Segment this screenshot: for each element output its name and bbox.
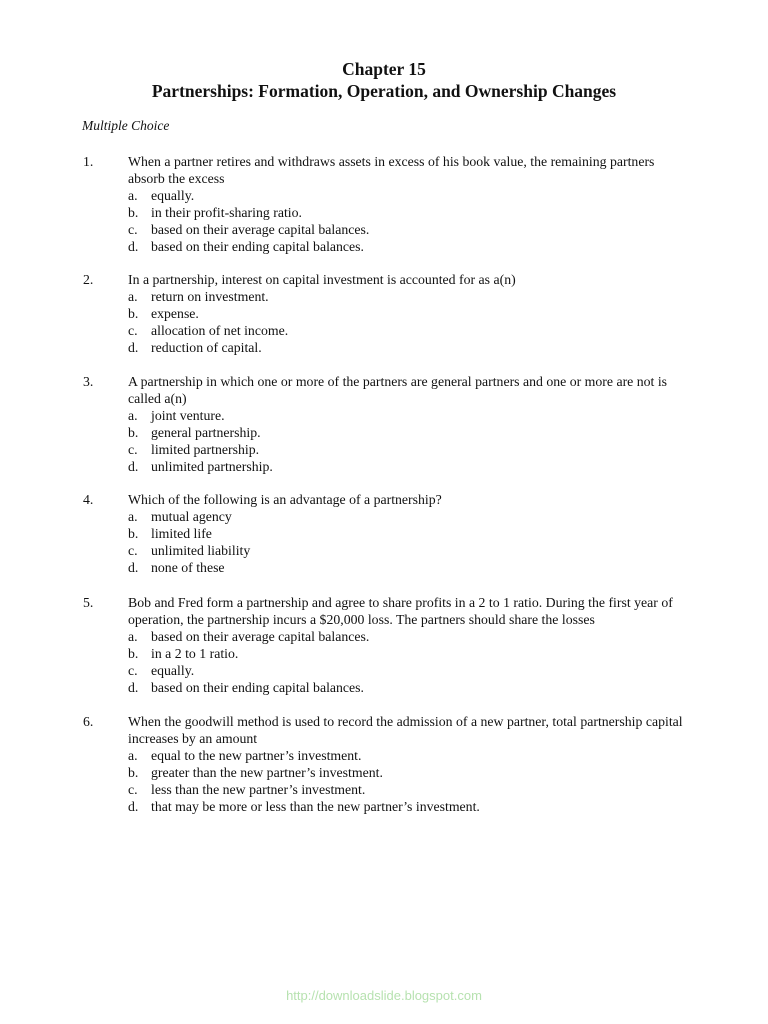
choice-list <box>128 508 693 576</box>
chapter-number: Chapter 15 <box>342 59 426 79</box>
question-number: 3. <box>83 374 94 389</box>
choice-b: b. expense. <box>128 306 199 321</box>
choice-b: b. in a 2 to 1 ratio. <box>128 646 239 661</box>
choice-d: d. reduction of capital. <box>128 340 262 355</box>
choice-b: b. greater than the new partner’s investment. <box>128 765 383 780</box>
question-number: 2. <box>83 272 94 287</box>
question-text: Which of the following is an advantage of a partnership? <box>128 492 442 507</box>
choice-a: a. equal to the new partner’s investment. <box>128 748 362 763</box>
choice-c: c. less than the new partner’s investment. <box>128 782 366 797</box>
choice-d: d. none of these <box>128 560 225 575</box>
choice-b: b. general partnership. <box>128 425 261 440</box>
question-number: 4. <box>83 492 94 507</box>
question-text: A partnership in which one or more of the partners are general partners and one or more are not is called a(n) <box>128 374 668 406</box>
question-number: 1. <box>83 154 94 169</box>
question-text: In a partnership, interest on capital investment is accounted for as a(n) <box>128 272 516 287</box>
question-number: 6. <box>83 714 94 729</box>
chapter-title: Partnerships: Formation, Operation, and Ownership Changes <box>151 81 617 101</box>
choice-b: b. in their profit-sharing ratio. <box>128 205 302 220</box>
question-text: When the goodwill method is used to record the admission of a new partner, total partnership capital increases by an amount <box>128 714 683 746</box>
choice-c: c. allocation of net income. <box>128 323 289 338</box>
question-text: Bob and Fred form a partnership and agree to share profits in a 2 to 1 ratio. During the first year of operation, the partnership incurs a $20,000 loss. The partners should share the losses <box>128 595 673 627</box>
choice-a: a. mutual agency <box>128 509 232 524</box>
choice-list <box>128 407 693 475</box>
question-text: When a partner retires and withdraws assets in excess of his book value, the remaining partners absorb the excess <box>128 154 655 186</box>
choice-d: d. unlimited partnership. <box>128 459 273 474</box>
choice-list <box>128 628 693 696</box>
choice-c: c. limited partnership. <box>128 442 260 457</box>
choice-a: a. joint venture. <box>128 408 225 423</box>
choice-d: d. based on their ending capital balances. <box>128 680 365 695</box>
question-number: 5. <box>83 595 94 610</box>
footer-url-link[interactable]: http://downloadslide.blogspot.com <box>286 988 482 1003</box>
choice-d: d. that may be more or less than the new partner’s investment. <box>128 799 480 814</box>
choice-d: d. based on their ending capital balances. <box>128 239 365 254</box>
section-label: Multiple Choice <box>82 118 170 133</box>
choice-a: a. based on their average capital balances. <box>128 629 370 644</box>
choice-b: b. limited life <box>128 526 212 541</box>
chapter-heading <box>0 58 768 102</box>
choice-a: a. equally. <box>128 188 195 203</box>
choice-list <box>128 288 693 356</box>
choice-a: a. return on investment. <box>128 289 269 304</box>
choice-c: c. unlimited liability <box>128 543 251 558</box>
choice-c: c. based on their average capital balances. <box>128 222 370 237</box>
choice-c: c. equally. <box>128 663 195 678</box>
choice-list <box>128 187 693 255</box>
choice-list <box>128 747 693 815</box>
